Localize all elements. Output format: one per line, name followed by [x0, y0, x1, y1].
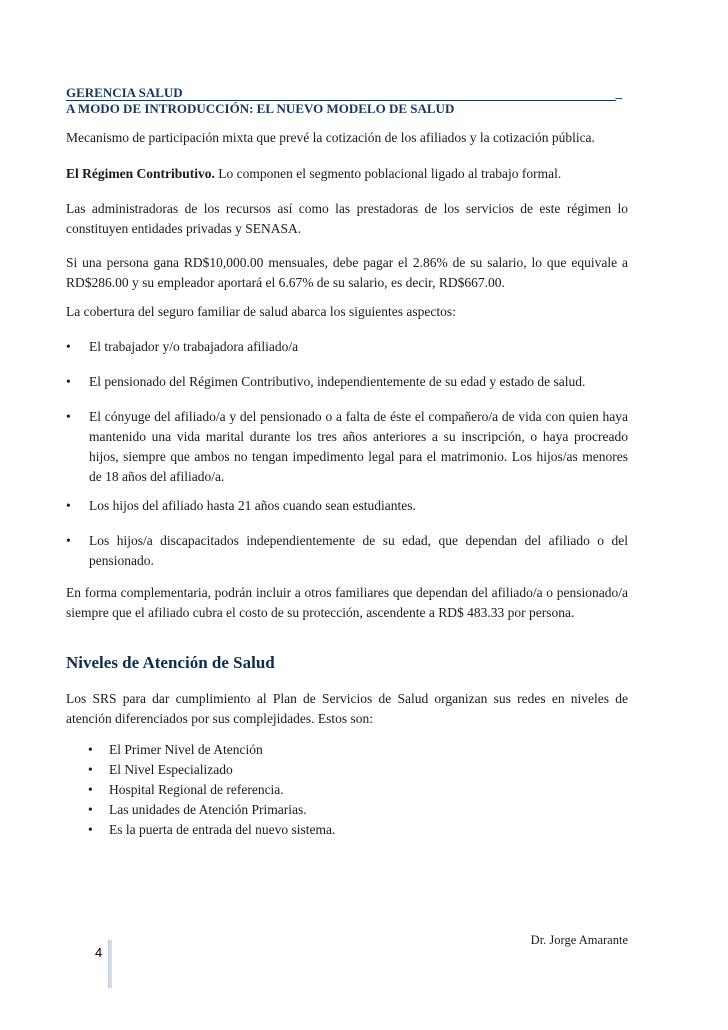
paragraph-regimen: [66, 164, 628, 184]
bullet-glyph: •: [88, 802, 93, 817]
list-item-text: El trabajador y/o trabajadora afiliado/a: [89, 339, 299, 354]
section-heading: Niveles de Atención de Salud: [66, 653, 275, 672]
list-item-text: Los hijos del afiliado hasta 21 años cuando sean estudiantes.: [89, 498, 416, 513]
list-item: [66, 337, 628, 357]
list-item: [66, 531, 628, 571]
list-item-text: Hospital Regional de referencia.: [109, 782, 284, 797]
document-header: [66, 86, 626, 117]
list-item-text: Las unidades de Atención Primarias.: [109, 802, 307, 817]
paragraph-salary-example: Si una persona gana RD$10,000.00 mensuales, debe pagar el 2.86% de su salario, lo que equivale a RD$286.00 y su empleador aportará el 6.67% de su salario, es decir, RD$667.00.: [66, 255, 628, 290]
list-item: [66, 372, 628, 392]
list-item: [88, 740, 588, 760]
list-item: [88, 760, 588, 780]
page-number-rule: [108, 940, 112, 988]
header-subtitle: A MODO DE INTRODUCCIÓN: EL NUEVO MODELO DE SALUD: [66, 101, 455, 116]
header-trailing-mark: _: [615, 85, 622, 100]
bullet-glyph: •: [66, 533, 71, 548]
bullet-glyph: •: [66, 339, 71, 354]
levels-list: [88, 740, 588, 840]
bullet-glyph: •: [88, 742, 93, 757]
list-item-text: El Primer Nivel de Atención: [109, 742, 263, 757]
header-title-line: [66, 85, 622, 101]
bullet-glyph: •: [88, 762, 93, 777]
list-item-text: Los hijos/a discapacitados independientemente de su edad, que dependan del afiliado o del pensionado.: [89, 533, 628, 568]
list-item-text: Es la puerta de entrada del nuevo sistema.: [109, 822, 336, 837]
list-item: [88, 820, 588, 840]
list-item-text: El cónyuge del afiliado/a y del pensionado o a falta de éste el compañero/a de vida con quien haya mantenido una vida marital durante los tres años anteriores a su inscripción, o haya procreado hijos, siempre que ambos no tengan impedimento legal para el matrimonio. Los hijos/as menores de 18 años del afiliado/a.: [89, 409, 628, 484]
list-item-text: El Nivel Especializado: [109, 762, 233, 777]
list-item: [88, 800, 588, 820]
regimen-bold-lead: El Régimen Contributivo.: [66, 166, 215, 181]
footer-author: Dr. Jorge Amarante: [530, 933, 628, 947]
bullet-glyph: •: [66, 409, 71, 424]
list-item: [66, 407, 628, 487]
bullet-glyph: •: [88, 822, 93, 837]
paragraph-complementary: En forma complementaria, podrán incluir a otros familiares que dependan del afiliado/a o pensionado/a siempre que el afiliado cubra el costo de su protección, ascendente a RD$ 483.33 por persona.: [66, 585, 628, 620]
paragraph-srs: Los SRS para dar cumplimiento al Plan de Servicios de Salud organizan sus redes en niveles de atención diferenciados por sus complejidades. Estos son:: [66, 691, 628, 726]
bullet-glyph: •: [66, 498, 71, 513]
list-item-text: El pensionado del Régimen Contributivo, independientemente de su edad y estado de salud.: [89, 374, 586, 389]
page-number: 4: [95, 945, 103, 960]
bullet-glyph: •: [66, 374, 71, 389]
paragraph-coverage-intro: La cobertura del seguro familiar de salud abarca los siguientes aspectos:: [66, 304, 456, 319]
regimen-rest: Lo componen el segmento poblacional ligado al trabajo formal.: [214, 166, 562, 181]
list-item: [66, 496, 628, 516]
header-title: GERENCIA SALUD: [66, 85, 183, 100]
bullet-glyph: •: [88, 782, 93, 797]
list-item: [88, 780, 588, 800]
paragraph-mechanism: Mecanismo de participación mixta que prevé la cotización de los afiliados y la cotización pública.: [66, 130, 595, 145]
paragraph-administradoras: Las administradoras de los recursos así como las prestadoras de los servicios de este régimen lo constituyen entidades privadas y SENASA.: [66, 201, 628, 236]
